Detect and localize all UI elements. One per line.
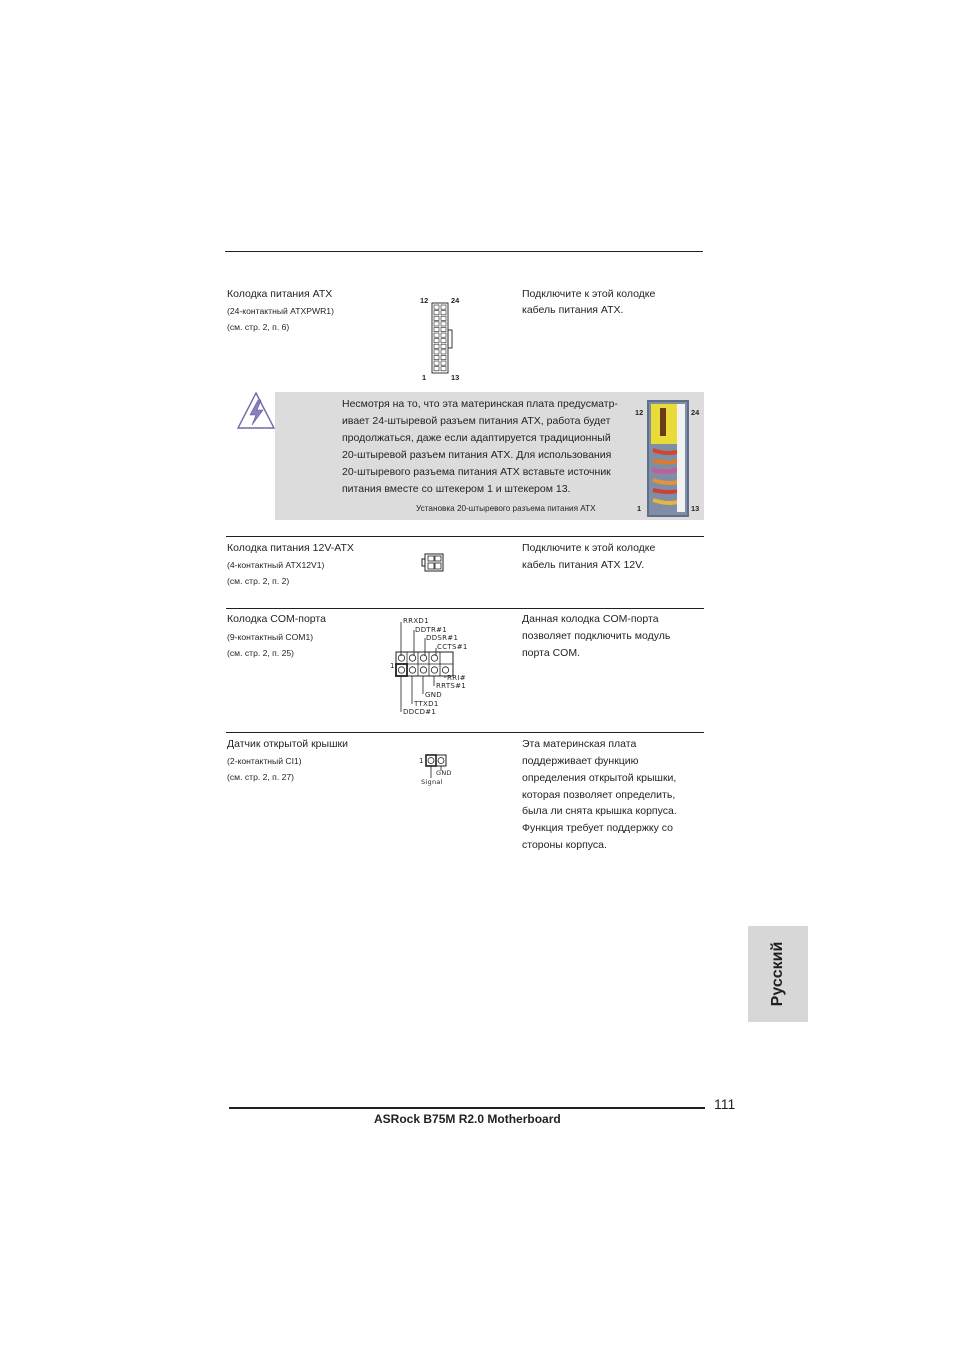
atx-pin: [441, 305, 446, 309]
note-line: ивает 24-штыревой разъем питания ATX, работа будет: [342, 414, 611, 427]
com-pin-label: RRTS#1: [436, 682, 467, 690]
atx-pin: [434, 327, 439, 331]
section-page-ref: (см. стр. 2, п. 27): [227, 772, 295, 782]
atx-install-photo: [647, 400, 689, 517]
section-desc-line: порта COM.: [522, 647, 580, 659]
section-pin-info: (9-контактный COM1): [227, 632, 314, 642]
atx24-connector-icon: [430, 302, 456, 374]
pin-label: 1: [422, 373, 427, 382]
section-pin-info: (2-контактный CI1): [227, 756, 302, 766]
atx-pin: [441, 316, 446, 320]
pin-label: 12: [420, 296, 429, 305]
pin-label: 1: [637, 504, 642, 513]
note-line: 20-штыревого разъема питания ATX вставьте источник: [342, 465, 611, 478]
note-line: питания вместе со штекером 1 и штекером 13.: [342, 482, 571, 495]
pin-label: 24: [691, 408, 700, 417]
top-rule: [225, 251, 703, 252]
section-page-ref: (см. стр. 2, п. 2): [227, 576, 290, 586]
ci-pin-label: Signal: [421, 778, 443, 786]
atx-pin: [434, 355, 439, 359]
ci-pin-label: 1: [419, 757, 424, 765]
section-desc-line: кабель питания ATX.: [522, 304, 624, 316]
section-pin-info: (4-контактный ATX12V1): [227, 560, 325, 570]
atx-pin: [434, 367, 439, 371]
section-title: Колодка COM-порта: [227, 613, 326, 625]
atx-pin: [441, 333, 446, 337]
section-page-ref: (см. стр. 2, п. 25): [227, 648, 295, 658]
atx-pin: [441, 344, 446, 348]
atx-pin: [434, 339, 439, 343]
section-divider: [226, 608, 704, 609]
atx-pin: [441, 367, 446, 371]
atx-pin: [441, 327, 446, 331]
section-desc-line: Данная колодка COM-порта: [522, 613, 659, 625]
section-desc-line: определения открытой крышки,: [522, 772, 677, 784]
warning-icon: [236, 391, 276, 431]
com-pin-label: RRXD1: [403, 617, 429, 625]
pin-label: 13: [451, 373, 460, 382]
atx-pin: [441, 361, 446, 365]
atx-pin: [434, 333, 439, 337]
note-caption: Установка 20-штыревого разъема питания ATX: [416, 504, 596, 513]
section-title: Датчик открытой крышки: [227, 738, 348, 750]
com-pin-label: DDCD#1: [403, 708, 437, 716]
atx-pin: [441, 339, 446, 343]
pin-label: 13: [691, 504, 700, 513]
pin-label: 12: [635, 408, 644, 417]
note-text: [342, 396, 618, 497]
section-pin-info: (24-контактный ATXPWR1): [227, 306, 334, 316]
section-page-ref: (см. стр. 2, п. 6): [227, 322, 290, 332]
com-pin-label: 1: [390, 662, 395, 670]
language-tab: [748, 926, 808, 1022]
com-pin-label: RRI#: [447, 674, 466, 682]
atx-pin: [441, 322, 446, 326]
com-pin-label: DDTR#1: [415, 626, 448, 634]
com-pin-label: TTXD1: [414, 700, 439, 708]
section-divider: [226, 732, 704, 733]
section-desc-line: стороны корпуса.: [522, 839, 607, 851]
footer-rule: [229, 1107, 705, 1109]
atx-pin: [434, 316, 439, 320]
section-title: Колодка питания 12V-ATX: [227, 542, 354, 554]
note-line: Несмотря на то, что эта материнская плата предусматр-: [342, 398, 618, 410]
section-desc-line: поддерживает функцию: [522, 755, 639, 767]
com-pin-label: GND: [425, 691, 442, 699]
atx-pin: [441, 350, 446, 354]
footer-title: ASRock B75M R2.0 Motherboard: [374, 1112, 561, 1126]
section-divider: [226, 536, 704, 537]
section-desc-line: кабель питания ATX 12V.: [522, 559, 645, 571]
section-desc-line: которая позволяет определить,: [522, 789, 676, 801]
atx-pin: [434, 344, 439, 348]
atx12v-connector-icon: [421, 553, 445, 573]
section-desc-line: позволяет подключить модуль: [522, 630, 671, 642]
atx-pin: [434, 311, 439, 315]
atx-pin: [441, 311, 446, 315]
language-tab-label: Русский: [769, 941, 786, 1007]
section-desc-line: Эта материнская плата: [522, 738, 637, 750]
page-number: 111: [714, 1096, 736, 1112]
atx-pin: [434, 350, 439, 354]
com-pin-label: DDSR#1: [426, 634, 459, 642]
section-desc-line: Подключите к этой колодке: [522, 542, 656, 554]
atx-pin: [434, 305, 439, 309]
ci-pin-label: GND: [436, 769, 452, 777]
section-desc-line: была ли снята крышка корпуса.: [522, 805, 677, 817]
section-title: Колодка питания ATX: [227, 288, 333, 300]
atx-pin: [441, 355, 446, 359]
com-pin-label: CCTS#1: [437, 643, 468, 651]
atx-pin: [434, 322, 439, 326]
section-desc-line: Функция требует поддержку со: [522, 822, 673, 834]
atx-pin: [434, 361, 439, 365]
note-line: 20-штыревой разъем питания ATX. Для использования: [342, 448, 612, 461]
pin-label: 24: [451, 296, 460, 305]
section-desc-line: Подключите к этой колодке: [522, 288, 656, 300]
note-line: продолжаться, даже если адаптируется традиционный: [342, 431, 611, 444]
